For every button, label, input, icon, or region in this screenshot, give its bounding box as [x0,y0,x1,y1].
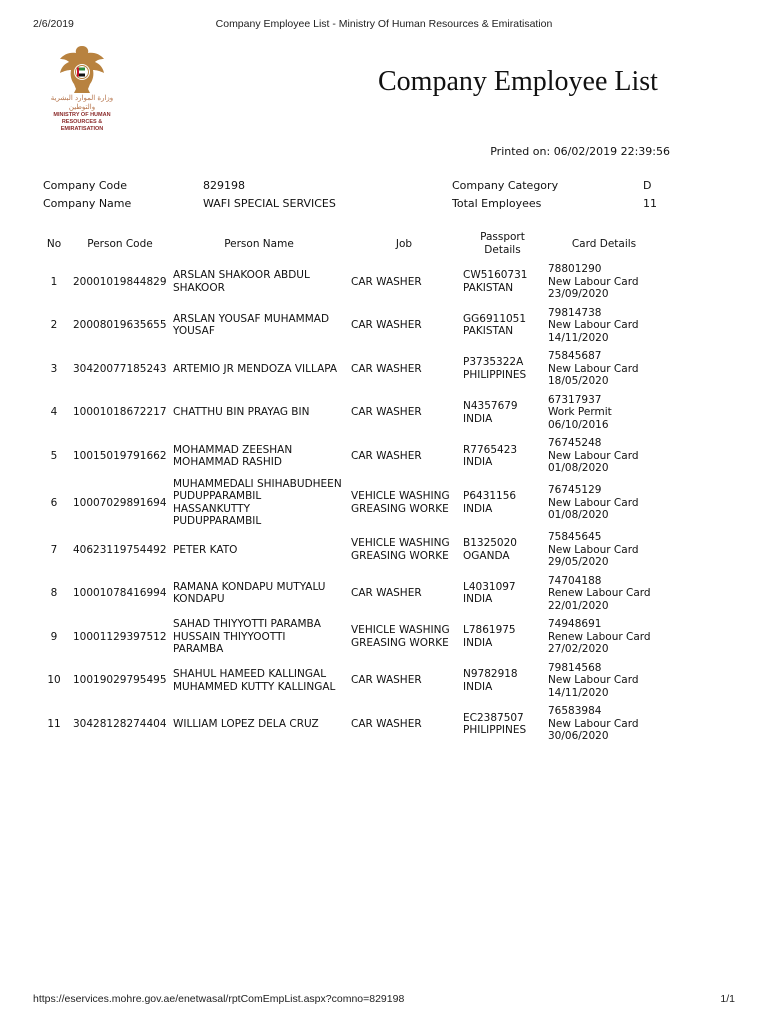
cell-card-details-line: 27/02/2020 [548,643,609,656]
cell-card-details-line: 14/11/2020 [548,331,609,344]
document-title: Company Employee List [378,66,658,97]
cell-job-line: VEHICLE WASHING [351,490,450,503]
cell-person-name [170,391,348,435]
header-person-name: Person Name [224,237,294,250]
cell-card-details-line: 79814738 [548,306,602,319]
cell-person-code: 10001018672217 [73,406,167,419]
cell-card-details-line: 75845687 [548,350,602,363]
cell-no: 2 [50,319,58,332]
table-header-row [38,228,663,260]
cell-person-name-line: ARTEMIO JR MENDOZA VILLAPA [173,362,338,375]
cell-job-line: GREASING WORKE [351,549,449,562]
cell-person-name-line: RAMANA KONDAPU MUTYALU [173,580,326,593]
cell-person-name-line: HASSANKUTTY [173,502,250,515]
cell-passport [460,260,545,304]
cell-card-details [545,702,663,746]
cell-card-details [545,478,663,528]
cell-person-name-line: WILLIAM LOPEZ DELA CRUZ [173,717,319,730]
cell-card-details-line: New Labour Card [548,362,639,375]
header-passport-line1: Passport [480,231,525,243]
header-passport-line2: Details [484,244,521,256]
cell-person-code: 30428128274404 [73,717,167,730]
cell-card-details [545,347,663,391]
cell-job-line: CAR WASHER [351,362,422,375]
employee-table [38,228,663,746]
company-code-label: Company Code [43,179,127,192]
cell-job [348,615,460,659]
cell-person-name [170,260,348,304]
header-person-code: Person Code [87,237,153,250]
cell-passport-line: OGANDA [463,549,510,562]
cell-card-details [545,528,663,572]
header-passport-details [460,228,545,260]
cell-job-line: CAR WASHER [351,319,422,332]
ministry-logo [40,42,124,134]
cell-person-name-line: MOHAMMAD RASHID [173,456,282,469]
cell-passport-line: PHILIPPINES [463,724,527,737]
cell-person-name [170,572,348,616]
print-footer-url: https://eservices.mohre.gov.ae/enetwasal/rptComEmpList.aspx?comno=829198 [33,993,405,1005]
cell-passport-line: INDIA [463,412,493,425]
cell-passport-line: EC2387507 [463,711,524,724]
cell-card-details-line: 78801290 [548,263,602,276]
cell-person-name-line: SHAKOOR [173,281,225,294]
cell-person-name-line: KONDAPU [173,593,225,606]
cell-passport-line: PAKISTAN [463,281,514,294]
cell-card-details-line: 76745248 [548,437,602,450]
cell-person-name [170,304,348,348]
cell-card-details-line: New Labour Card [548,674,639,687]
cell-person-name [170,434,348,478]
cell-card-details-line: New Labour Card [548,449,639,462]
cell-card-details-line: 76745129 [548,484,602,497]
cell-card-details-line: 76583984 [548,705,602,718]
cell-passport [460,304,545,348]
cell-passport [460,702,545,746]
cell-passport-line: N9782918 [463,668,518,681]
cell-job-line: VEHICLE WASHING [351,537,450,550]
header-no: No [46,237,62,250]
cell-passport-line: CW5160731 [463,269,528,282]
cell-person-name-line: MUHAMMED KUTTY KALLINGAL [173,680,336,693]
cell-card-details [545,572,663,616]
cell-no: 11 [47,717,61,730]
cell-job-line: CAR WASHER [351,674,422,687]
cell-person-name-line: PUDUPPARAMBIL [173,515,262,528]
cell-card-details-line: 23/09/2020 [548,288,609,301]
cell-card-details-line: 01/08/2020 [548,509,609,522]
cell-job [348,659,460,703]
cell-job-line: CAR WASHER [351,587,422,600]
cell-card-details [545,260,663,304]
cell-no: 10 [47,674,61,687]
company-code-value: 829198 [203,179,245,192]
cell-job-line: CAR WASHER [351,406,422,419]
cell-person-name-line: CHATTHU BIN PRAYAG BIN [173,406,310,419]
cell-person-code: 10019029795495 [73,674,167,687]
cell-job-line: VEHICLE WASHING [351,624,450,637]
logo-english-text: MINISTRY OF HUMAN RESOURCES & EMIRATISATION [53,112,111,132]
cell-job [348,260,460,304]
cell-card-details [545,615,663,659]
cell-card-details-line: 14/11/2020 [548,686,609,699]
header-job: Job [395,237,413,250]
cell-person-name-line: SHAHUL HAMEED KALLINGAL [173,668,327,681]
cell-no: 5 [50,449,58,462]
cell-person-code: 30420077185243 [73,362,167,375]
cell-person-name-line: ARSLAN YOUSAF MUHAMMAD [173,312,330,325]
cell-passport-line: GG6911051 [463,312,527,325]
cell-no: 8 [50,587,58,600]
cell-job-line: GREASING WORKE [351,636,449,649]
cell-person-code: 10001129397512 [73,630,167,643]
cell-passport-line: N4357679 [463,400,518,413]
cell-card-details-line: 22/01/2020 [548,599,609,612]
cell-job [348,528,460,572]
cell-job [348,304,460,348]
cell-card-details-line: Renew Labour Card [548,630,651,643]
cell-job [348,391,460,435]
cell-person-code: 20001019844829 [73,275,167,288]
table-row [38,304,663,348]
cell-passport-line: L7861975 [463,624,516,637]
cell-card-details-line: 01/08/2020 [548,462,609,475]
cell-card-details-line: Renew Labour Card [548,587,651,600]
table-row [38,260,663,304]
cell-person-name [170,478,348,528]
table-row [38,572,663,616]
cell-card-details-line: 79814568 [548,661,602,674]
cell-card-details-line: 06/10/2016 [548,418,609,431]
cell-job [348,702,460,746]
cell-person-name-line: HUSSAIN THIYYOOTTI [173,630,286,643]
cell-passport-line: B1325020 [463,537,517,550]
table-row [38,659,663,703]
company-category-value: D [643,179,652,192]
cell-card-details-line: New Labour Card [548,319,639,332]
cell-passport [460,528,545,572]
cell-no: 7 [50,543,58,556]
cell-job [348,478,460,528]
cell-job [348,347,460,391]
cell-job [348,572,460,616]
print-header-title: Company Employee List - Ministry Of Human Resources & Emiratisation [215,18,553,30]
total-employees-label: Total Employees [452,197,542,210]
cell-card-details-line: New Labour Card [548,717,639,730]
cell-job-line: CAR WASHER [351,717,422,730]
cell-person-name-line: PETER KATO [173,543,238,556]
print-header-date: 2/6/2019 [33,18,74,30]
table-row [38,615,663,659]
cell-card-details-line: 74948691 [548,618,602,631]
company-name-label: Company Name [43,197,132,210]
cell-passport [460,478,545,528]
cell-person-name-line: ARSLAN SHAKOOR ABDUL [173,269,310,282]
table-row [38,434,663,478]
table-row [38,528,663,572]
cell-no: 3 [50,362,58,375]
cell-card-details-line: New Labour Card [548,275,639,288]
company-category-label: Company Category [452,179,559,192]
cell-card-details-line: 29/05/2020 [548,556,609,569]
cell-card-details-line: New Labour Card [548,543,639,556]
cell-person-name-line: YOUSAF [173,325,215,338]
cell-passport [460,434,545,478]
cell-card-details [545,659,663,703]
cell-person-code: 40623119754492 [73,543,167,556]
cell-card-details-line: 74704188 [548,574,602,587]
table-row [38,347,663,391]
cell-job-line: GREASING WORKE [351,502,449,515]
cell-person-name-line: MUHAMMEDALI SHIHABUDHEEN [173,477,342,490]
cell-person-name-line: PUDUPPARAMBIL [173,490,262,503]
cell-person-code: 10001078416994 [73,587,167,600]
cell-passport-line: INDIA [463,636,493,649]
cell-card-details-line: 30/06/2020 [548,730,609,743]
cell-job [348,434,460,478]
table-row [38,391,663,435]
cell-person-name [170,702,348,746]
cell-passport-line: INDIA [463,502,493,515]
cell-card-details-line: 18/05/2020 [548,375,609,388]
cell-passport-line: INDIA [463,456,493,469]
cell-card-details-line: 67317937 [548,393,602,406]
cell-passport-line: L4031097 [463,580,516,593]
cell-passport-line: PHILIPPINES [463,368,527,381]
cell-card-details-line: Work Permit [548,406,612,419]
cell-passport [460,615,545,659]
company-name-value: WAFI SPECIAL SERVICES [203,197,336,210]
cell-person-code: 10015019791662 [73,449,167,462]
cell-person-name [170,615,348,659]
cell-card-details [545,391,663,435]
cell-card-details-line: 75845645 [548,531,602,544]
cell-passport-line: INDIA [463,680,493,693]
cell-passport-line: P6431156 [463,490,517,503]
cell-job-line: CAR WASHER [351,449,422,462]
table-row [38,478,663,528]
cell-card-details-line: New Labour Card [548,496,639,509]
cell-person-name-line: PARAMBA [173,643,224,656]
logo-arabic-text: وزارة الموارد البشرية والتوطين [50,94,114,111]
cell-job-line: CAR WASHER [351,275,422,288]
cell-person-name-line: SAHAD THIYYOTTI PARAMBA [173,618,321,631]
cell-passport [460,391,545,435]
employee-table-body [38,260,663,746]
cell-passport [460,347,545,391]
cell-passport-line: R7765423 [463,443,518,456]
cell-person-code: 20008019635655 [73,319,167,332]
print-footer-page-number: 1/1 [720,993,735,1005]
total-employees-value: 11 [643,197,657,210]
cell-person-name [170,659,348,703]
cell-person-name [170,528,348,572]
printed-on-timestamp: Printed on: 06/02/2019 22:39:56 [490,145,670,158]
cell-passport-line: INDIA [463,593,493,606]
table-row [38,702,663,746]
cell-no: 4 [50,406,58,419]
cell-card-details [545,434,663,478]
cell-person-code: 10007029891694 [73,496,167,509]
cell-passport [460,659,545,703]
cell-passport-line: P3735322A [463,356,524,369]
uae-emblem-falcon-icon [40,42,124,94]
cell-passport [460,572,545,616]
cell-no: 9 [50,630,58,643]
cell-person-name-line: MOHAMMAD ZEESHAN [173,443,293,456]
cell-person-name [170,347,348,391]
cell-no: 1 [50,275,58,288]
header-card-details: Card Details [571,237,637,250]
cell-card-details [545,304,663,348]
cell-no: 6 [50,496,58,509]
cell-passport-line: PAKISTAN [463,325,514,338]
